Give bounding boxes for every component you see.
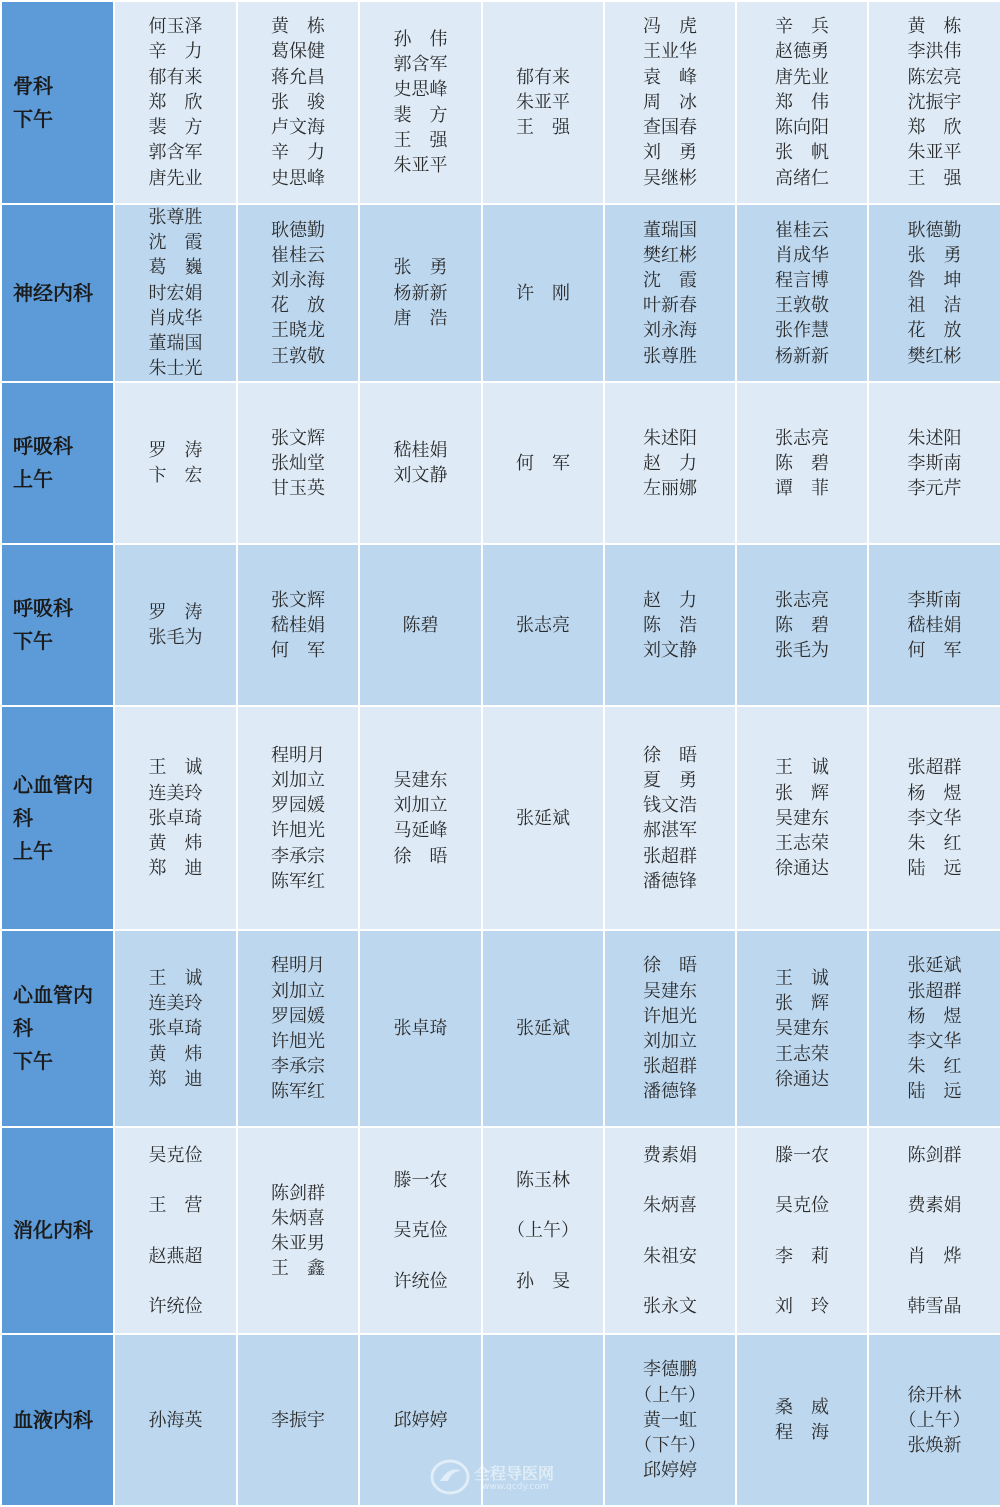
schedule-cell [359, 1, 482, 204]
schedule-cell [604, 204, 736, 382]
schedule-cell [237, 706, 359, 930]
doctor-names: 陈剑群 费素娟 肖 烨 韩雪晶 [907, 1144, 962, 1317]
schedule-cell [237, 544, 359, 706]
department-label: 消化内科 [13, 1218, 93, 1243]
department-cell [1, 706, 114, 930]
table-row-gastroenterology [1, 1127, 1000, 1334]
doctor-names: 张超群 杨 煜 李文华 朱 红 陆 远 [907, 757, 962, 880]
department-label: 神经内科 [13, 280, 93, 305]
doctor-names: 张尊胜 沈 霞 葛 巍 时宏娟 肖成华 董瑞国 朱士光 [148, 207, 203, 380]
schedule-cell [868, 930, 1000, 1127]
watermark-name: 全程导医网 [474, 1464, 555, 1483]
schedule-cell [237, 1334, 359, 1506]
doctor-names: 徐开林 （上午） 张焕新 [898, 1384, 971, 1457]
department-cell [1, 1127, 114, 1334]
doctor-names: 黄 栋 葛保健 蒋允昌 张 骏 卢文海 辛 力 史思峰 [271, 16, 325, 189]
schedule-cell [359, 706, 482, 930]
schedule-table-body [1, 1, 1000, 1506]
doctor-names: 冯 虎 王业华 袁 峰 周 冰 查国春 刘 勇 吴继彬 [643, 16, 697, 189]
doctor-names: 陈碧 [402, 614, 439, 636]
department-cell [1, 1, 114, 204]
doctor-names: 张文辉 张灿堂 甘玉英 [271, 427, 325, 500]
schedule-cell [868, 204, 1000, 382]
doctor-names: 滕一农 吴克俭 许统俭 [393, 1169, 448, 1292]
doctor-names: 董瑞国 樊红彬 沈 霞 叶新春 刘永海 张尊胜 [643, 219, 697, 367]
doctor-names: 耿德勤 张 勇 昝 坤 祖 洁 花 放 樊红彬 [907, 219, 962, 367]
doctor-names: 张延斌 张超群 杨 煜 李文华 朱 红 陆 远 [907, 955, 962, 1103]
schedule-cell [237, 930, 359, 1127]
table-row-respiratory-am [1, 382, 1000, 544]
schedule-cell [482, 1334, 604, 1506]
table-row-respiratory-pm [1, 544, 1000, 706]
schedule-cell [114, 1, 237, 204]
schedule-cell [114, 544, 237, 706]
department-cell [1, 930, 114, 1127]
doctor-names: 张文辉 嵇桂娟 何 军 [271, 589, 325, 662]
watermark-url: www.qcdy.com [482, 1482, 549, 1492]
doctor-names: 李斯南 嵇桂娟 何 军 [907, 589, 962, 662]
schedule-cell [482, 930, 604, 1127]
schedule-cell [237, 1127, 359, 1334]
doctor-names: 陈剑群 朱炳喜 朱亚男 王 鑫 [271, 1182, 325, 1280]
doctor-names: 陈玉林 （上午） 孙 旻 [507, 1169, 579, 1292]
doctor-names: 王 诚 连美玲 张卓琦 黄 炜 郑 迪 [148, 757, 203, 880]
doctor-names: 孙海英 [148, 1409, 203, 1431]
schedule-cell [359, 930, 482, 1127]
doctor-names: 王 诚 连美玲 张卓琦 黄 炜 郑 迪 [148, 967, 203, 1090]
schedule-cell [359, 544, 482, 706]
schedule-cell [237, 382, 359, 544]
schedule-cell [736, 706, 868, 930]
doctor-names: 赵 力 陈 浩 刘文静 [643, 589, 697, 662]
table-row-orthopedics-pm [1, 1, 1000, 204]
schedule-cell [359, 1127, 482, 1334]
schedule-cell [604, 706, 736, 930]
doctor-names: 何 军 [516, 452, 570, 474]
schedule-cell [868, 706, 1000, 930]
schedule-cell [482, 544, 604, 706]
doctor-names: 张志亮 陈 碧 张毛为 [775, 589, 829, 662]
table-row-neurology [1, 204, 1000, 382]
doctor-names: 罗 涛 卞 宏 [148, 440, 203, 487]
schedule-cell [736, 204, 868, 382]
table-row-cardiology-pm [1, 930, 1000, 1127]
schedule-cell [736, 930, 868, 1127]
schedule-cell [868, 1127, 1000, 1334]
schedule-cell [114, 382, 237, 544]
schedule-cell [736, 1, 868, 204]
schedule-cell [482, 382, 604, 544]
doctor-names: 何玉泽 辛 力 郁有来 郑 欣 裴 方 郭含军 唐先业 [148, 16, 203, 189]
doctor-names: 邱婷婷 [393, 1409, 448, 1431]
schedule-cell [868, 544, 1000, 706]
doctor-names: 郁有来 朱亚平 王 强 [516, 66, 570, 139]
schedule-cell [482, 706, 604, 930]
doctor-names: 许 刚 [516, 282, 570, 304]
schedule-cell [604, 382, 736, 544]
schedule-cell [482, 204, 604, 382]
schedule-cell [736, 1334, 868, 1506]
schedule-cell [482, 1127, 604, 1334]
schedule-cell [604, 544, 736, 706]
doctor-names: 张延斌 [516, 1018, 570, 1040]
doctor-names: 王 诚 张 辉 吴建东 王志荣 徐通达 [775, 967, 829, 1090]
schedule-cell [114, 204, 237, 382]
department-label: 呼吸科 下午 [13, 596, 73, 654]
schedule-cell [868, 382, 1000, 544]
doctor-names: 张志亮 [516, 614, 570, 636]
doctor-names: 桑 威 程 海 [775, 1397, 829, 1444]
schedule-cell [736, 1127, 868, 1334]
doctor-names: 朱述阳 赵 力 左丽娜 [643, 427, 697, 500]
doctor-names: 程明月 刘加立 罗园媛 许旭光 李承宗 陈军红 [271, 955, 325, 1103]
doctor-names: 张 勇 杨新新 唐 浩 [393, 257, 448, 329]
department-label: 血液内科 [13, 1407, 93, 1432]
schedule-cell [237, 1, 359, 204]
schedule-cell [604, 930, 736, 1127]
department-label: 心血管内 科 上午 [13, 772, 93, 863]
schedule-cell [736, 544, 868, 706]
doctor-names: 罗 涛 张毛为 [148, 602, 203, 649]
doctor-names: 李德鹏 （上午） 黄一虹 （下午） 邱婷婷 [634, 1359, 706, 1482]
department-cell [1, 1334, 114, 1506]
schedule-cell [604, 1, 736, 204]
schedule-cell [114, 1334, 237, 1506]
schedule-cell [868, 1, 1000, 204]
doctor-names: 嵇桂娟 刘文静 [393, 440, 448, 487]
doctor-names: 耿德勤 崔桂云 刘永海 花 放 王晓龙 王敦敬 [271, 219, 325, 367]
schedule-cell [359, 382, 482, 544]
schedule-cell [114, 1127, 237, 1334]
doctor-names: 黄 栋 李洪伟 陈宏亮 沈振宇 郑 欣 朱亚平 王 强 [907, 16, 962, 189]
schedule-cell [604, 1334, 736, 1506]
doctor-names: 崔桂云 肖成华 程言博 王敦敬 张作慧 杨新新 [775, 219, 829, 367]
department-label: 呼吸科 上午 [13, 434, 73, 492]
department-label: 心血管内 科 下午 [13, 983, 93, 1074]
table-row-hematology [1, 1334, 1000, 1506]
doctor-names: 滕一农 吴克俭 李 莉 刘 玲 [775, 1144, 829, 1317]
doctor-names: 王 诚 张 辉 吴建东 王志荣 徐通达 [775, 757, 829, 880]
schedule-cell [482, 1, 604, 204]
table-row-cardiology-am [1, 706, 1000, 930]
doctor-names: 辛 兵 赵德勇 唐先业 郑 伟 陈向阳 张 帆 高绪仁 [775, 16, 829, 189]
doctor-names: 程明月 刘加立 罗园媛 许旭光 李承宗 陈军红 [271, 744, 325, 892]
schedule-cell [237, 204, 359, 382]
schedule-cell [736, 382, 868, 544]
doctor-names: 朱述阳 李斯南 李元芹 [907, 427, 962, 500]
department-cell [1, 204, 114, 382]
doctor-names: 张延斌 [516, 807, 570, 829]
schedule-cell [114, 706, 237, 930]
department-label: 骨科 下午 [13, 73, 53, 131]
schedule-cell [604, 1127, 736, 1334]
doctor-names: 孙 伟 郭含军 史思峰 裴 方 王 强 朱亚平 [393, 28, 448, 176]
doctor-names: 吴建东 刘加立 马延峰 徐 晤 [393, 770, 448, 867]
department-cell [1, 382, 114, 544]
schedule-cell [359, 1334, 482, 1506]
doctor-names: 徐 晤 夏 勇 钱文浩 郝湛军 张超群 潘德锋 [643, 744, 697, 892]
doctor-names: 李振宇 [271, 1409, 325, 1431]
schedule-cell [114, 930, 237, 1127]
doctor-names: 张卓琦 [393, 1018, 448, 1040]
doctor-names: 徐 晤 吴建东 许旭光 刘加立 张超群 潘德锋 [643, 955, 697, 1103]
doctor-names: 费素娟 朱炳喜 朱祖安 张永文 [643, 1144, 697, 1317]
doctor-names: 张志亮 陈 碧 谭 菲 [775, 427, 829, 500]
schedule-cell [359, 204, 482, 382]
schedule-cell [868, 1334, 1000, 1506]
doctor-names: 吴克俭 王 营 赵燕超 许统俭 [148, 1144, 203, 1317]
department-cell [1, 544, 114, 706]
